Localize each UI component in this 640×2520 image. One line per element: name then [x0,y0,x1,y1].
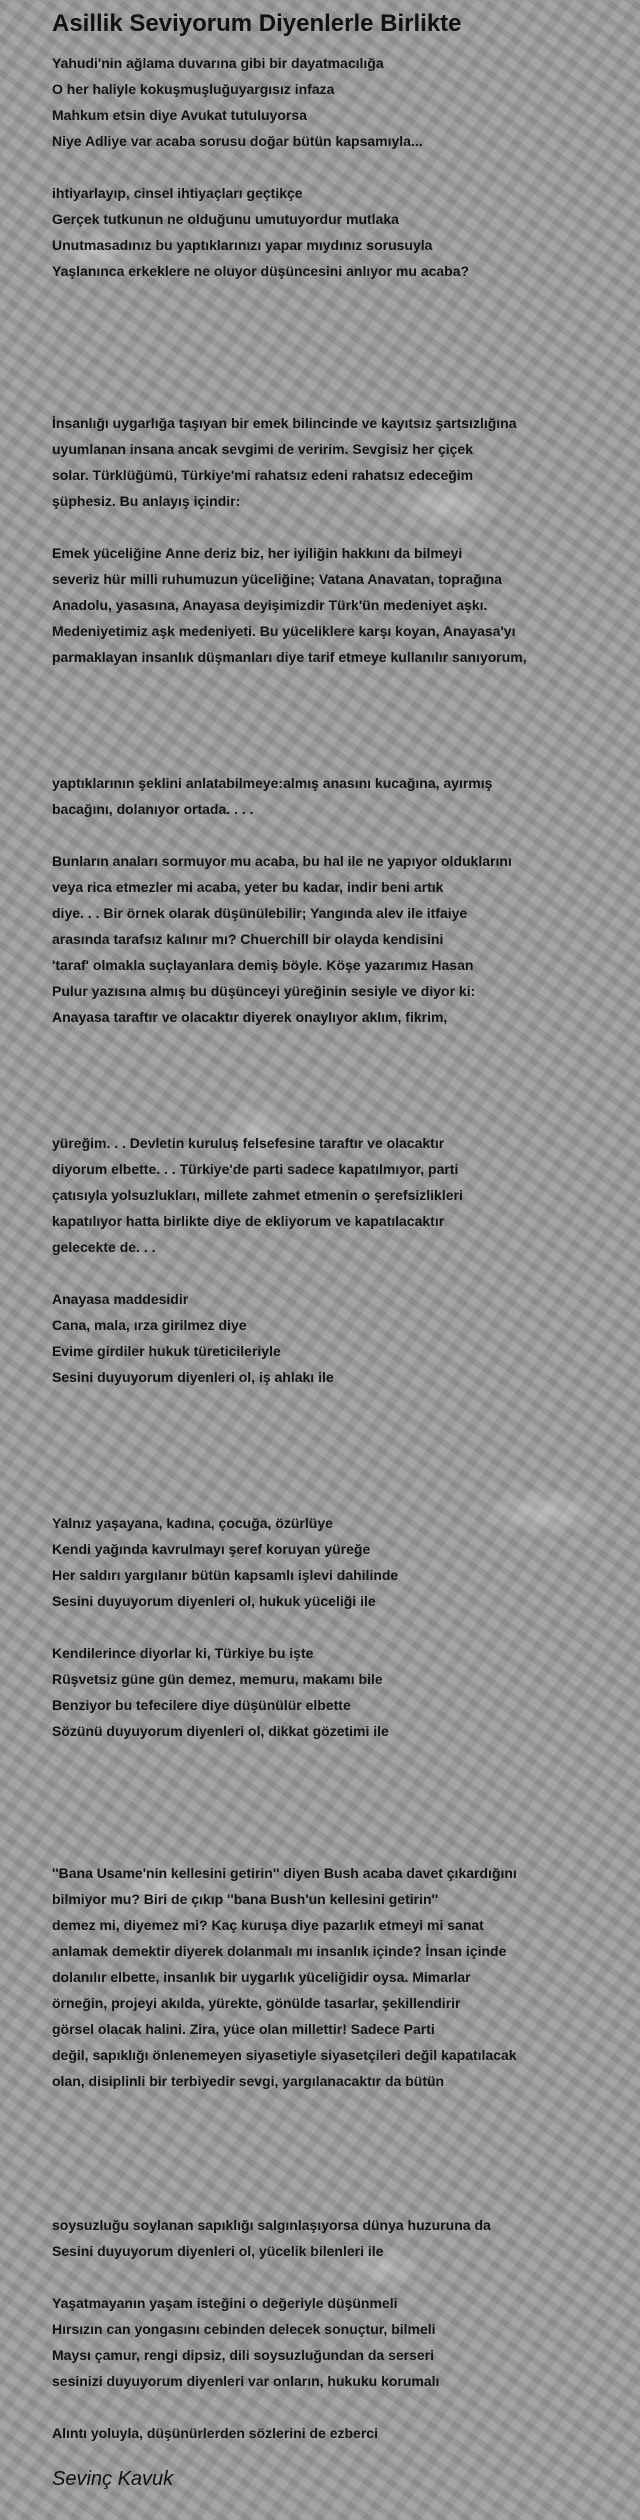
panel-text [52,770,632,1056]
poem-line: ''Bana Usame'nin kellesini getirin'' diyen Bush acaba davet çıkardığını [52,1865,517,1881]
poem-line: Maysı çamur, rengi dipsiz, dili soysuzluğundan da serseri [52,2347,434,2363]
poem-line: veya rica etmezler mi acaba, yeter bu kadar, indir beni artık [52,879,444,895]
text-panel [0,1800,640,2088]
poem-line: Sesini duyuyorum diyenleri ol, yücelik bilenleri ile [52,2243,384,2259]
poem-line: Medeniyetimiz aşk medeniyeti. Bu yüceliklere karşı koyan, Anayasa'yı [52,623,516,639]
stanza [52,1510,632,1614]
poem-line: Emek yüceliğine Anne deriz biz, her iyiliğin hakkını da bilmeyi [52,545,463,561]
poem-line: Anadolu, yasasına, Anayasa deyişimizdir Türk'ün medeniyet aşkı. [52,597,488,613]
poem-line: Alıntı yoluyla, düşünürlerden sözlerini de ezberci [52,2425,378,2441]
poem-line: demez mi, diyemez mi? Kaç kuruşa diye pazarlık etmeyi mi sanat [52,1917,484,1933]
poem-line: Anayasa maddesidir [52,1291,189,1307]
text-panel [0,1080,640,1385]
author-name: Sevinç Kavuk [52,2468,174,2490]
poem-line: örneğin, projeyi akılda, yürekte, gönülde tasarlar, şekillendirir [52,1995,461,2011]
poem-line: Yaşlanınca erkeklere ne oluyor düşüncesini anlıyor mu acaba? [52,263,470,279]
poem-line: uyumlanan insana ancak sevgimi de veririm. Sevgisiz her çiçek [52,441,473,457]
stanza [52,1286,632,1390]
poem-line: Cana, mala, ırza girilmez diye [52,1317,247,1333]
poem-line: anlamak demektir diyerek dolanmalı mı insanlık içinde? İnsan içinde [52,1943,507,1959]
poem-line: dolanılır elbette, insanlık bir uygarlık yüceliğidir oysa. Mimarlar [52,1969,471,1985]
poem-line: Kendilerince diyorlar ki, Türkiye bu işte [52,1645,314,1661]
stanza [52,1640,632,1744]
poem-line: Yalnız yaşayana, kadına, çocuğa, özürlüye [52,1515,333,1531]
panel-text [52,2212,632,2472]
poem-line: kapatılıyor hatta birlikte diye de ekliyorum ve kapatılacaktır [52,1213,445,1229]
stanza [52,1130,632,1260]
poem-line: Pulur yazısına almış bu düşünceyi yüreğinin sesiyle ve diyor ki: [52,983,476,999]
poem-line: 'taraf' olmakla suçlayanlara demiş böyle. Köşe yazarımız Hasan [52,957,474,973]
text-panel [0,2160,640,2448]
poem-line: görsel olacak halini. Zira, yüce olan millettir! Sadece Parti [52,2021,435,2037]
panel-text [52,1130,632,1416]
poem-line: Yahudi'nin ağlama duvarına gibi bir dayatmacılığa [52,55,384,71]
text-panel [0,1440,640,1739]
poem-line: Unutmasadınız bu yaptıklarınızı yapar mıydınız sorusuyla [52,237,433,253]
panel-text [52,410,632,696]
poem-line: Anayasa taraftır ve olacaktır diyerek onaylıyor aklım, fikrim, [52,1009,448,1025]
poem-line: bacağını, dolanıyor ortada. . . . [52,801,254,817]
poem-line: Sesini duyuyorum diyenleri ol, iş ahlakı ile [52,1369,334,1385]
panel-text [52,1860,632,2120]
poem-line: diye. . . Bir örnek olarak düşünülebilir; Yangında alev ile itfaiye [52,905,468,921]
panel-text [52,50,632,310]
poem-line: olan, disiplinli bir terbiyedir sevgi, yargılanacaktır da bütün [52,2073,445,2089]
poem-line: değil, sapıklığı önlenemeyen siyasetiyle siyasetçileri değil kapatılacak [52,2047,517,2063]
poem-line: O her haliyle kokuşmuşluğuyargısız infaza [52,81,335,97]
poem-line: Hırsızın can yongasını cebinden delecek sonuçtur, bilmeli [52,2321,436,2337]
panel-text [52,1510,632,1770]
stanza [52,848,632,1030]
poem-line: Benziyor bu tefecilere diye düşünülür elbette [52,1697,351,1713]
poem-line: şüphesiz. Bu anlayış içindir: [52,493,241,509]
poem-line: yaptıklarının şeklini anlatabilmeye:almış anasını kucağına, ayırmış [52,775,493,791]
stanza [52,2420,632,2446]
stanza [52,410,632,514]
poem-title: Asillik Seviyorum Diyenlerle Birlikte [52,10,462,37]
stanza [52,180,632,284]
poem-line: soysuzluğu soylanan sapıklığı salgınlaşıyorsa dünya huzuruna da [52,2217,491,2233]
poem-line: diyorum elbette. . . Türkiye'de parti sadece kapatılmıyor, parti [52,1161,459,1177]
poem-line: Bunların anaları sormuyor mu acaba, bu hal ile ne yapıyor olduklarını [52,853,512,869]
poem-line: yüreğim. . . Devletin kuruluş felsefesine taraftır ve olacaktır [52,1135,445,1151]
poem-line: sesinizi duyuyorum diyenleri var onların, hukuku korumalı [52,2373,440,2389]
stanza [52,2290,632,2394]
stanza [52,540,632,670]
poem-line: gelecekte de. . . [52,1239,156,1255]
text-panel [0,0,640,288]
poem-line: çatısıyla yolsuzlukları, millete zahmet etmenin o şerefsizlikleri [52,1187,463,1203]
poem-line: Niye Adliye var acaba sorusu doğar bütün kapsamıyla... [52,133,423,149]
poem-line: Rüşvetsiz güne gün demez, memuru, makamı bile [52,1671,383,1687]
poem-line: Sözünü duyuyorum diyenleri ol, dikkat gözetimi ile [52,1723,389,1739]
poem-line: Mahkum etsin diye Avukat tutuluyorsa [52,107,307,123]
poem-line: ihtiyarlayıp, cinsel ihtiyaçları geçtikçe [52,185,303,201]
poem-line: Her saldırı yargılanır bütün kapsamlı işlevi dahilinde [52,1567,399,1583]
poem-line: İnsanlığı uygarlığa taşıyan bir emek bilincinde ve kayıtsız şartsızlığına [52,415,517,431]
stanza [52,1860,632,2094]
poem-line: solar. Türklüğümü, Türkiye'mi rahatsız edeni rahatsız edeceğim [52,467,474,483]
text-panel [0,360,640,665]
stanza [52,770,632,822]
stanza [52,2212,632,2264]
poem-line: parmaklayan insanlık düşmanları diye tarif etmeye kullanılır sanıyorum, [52,649,527,665]
poem-line: Gerçek tutkunun ne olduğunu umutuyordur mutlaka [52,211,399,227]
stanza [52,50,632,154]
poem-line: Kendi yağında kavrulmayı şeref koruyan yüreğe [52,1541,371,1557]
poem-line: arasında tarafsız kalınır mı? Chuerchill bir olayda kendisini [52,931,444,947]
poem-line: Yaşatmayanın yaşam isteğini o değeriyle düşünmeli [52,2295,398,2311]
poem-line: Sesini duyuyorum diyenleri ol, hukuk yüceliği ile [52,1593,376,1609]
poem-line: Evime girdiler hukuk türeticileriyle [52,1343,281,1359]
poem-line: severiz hür milli ruhumuzun yüceliğine; Vatana Anavatan, toprağına [52,571,502,587]
text-panel [0,720,640,1025]
poem-line: bilmiyor mu? Biri de çıkıp ''bana Bush'un kellesini getirin'' [52,1891,439,1907]
